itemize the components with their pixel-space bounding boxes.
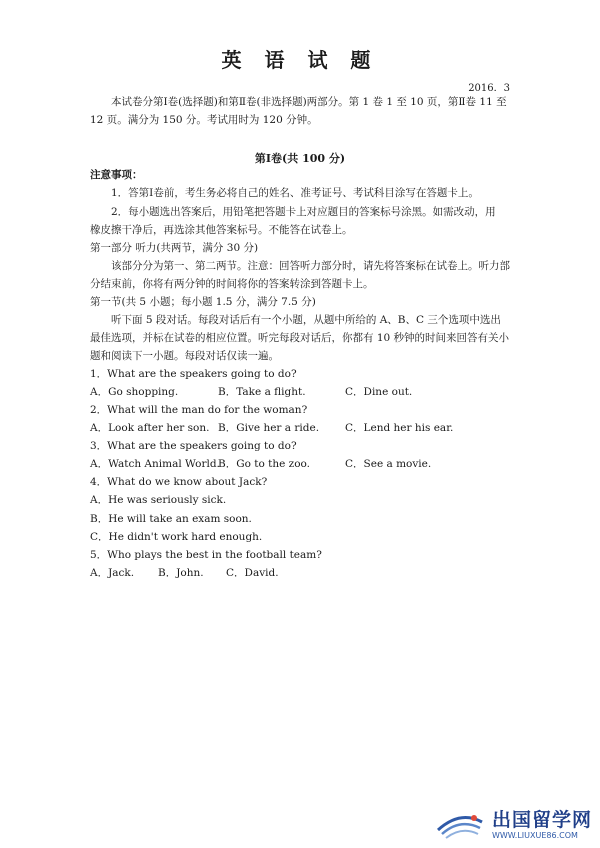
watermark-site-name: 出国留学网 bbox=[491, 809, 592, 831]
watermark-logo bbox=[434, 808, 592, 842]
question-3-option-c: C．See a movie. bbox=[345, 458, 432, 470]
question-3-option-a: A．Watch Animal World. bbox=[90, 458, 220, 470]
question-3: 3．What are the speakers going to do? bbox=[90, 440, 297, 452]
question-4: 4．What do we know about Jack? bbox=[90, 476, 268, 488]
notice-item-2: 2．每小题选出答案后，用铅笔把答题卡上对应题目的答案标号涂黑。如需改动，用 橡皮擦干净后，再选涂其他答案标号。不能答在试卷上。 bbox=[90, 206, 517, 236]
question-5-option-a: A．Jack. bbox=[90, 567, 135, 579]
intro-paragraph: 本试卷分第Ⅰ卷(选择题)和第Ⅱ卷(非选择题)两部分。第 1 卷 1 至 10 页，第Ⅱ卷 11 至 12 页。满分为 150 分。考试用时为 120 分钟。 bbox=[90, 96, 507, 126]
question-1: 1．What are the speakers going to do? bbox=[90, 368, 297, 380]
question-5: 5．Who plays the best in the football team? bbox=[90, 549, 322, 561]
question-5-option-b: B．John. bbox=[158, 567, 204, 579]
notice-item-1: 1．答第Ⅰ卷前，考生务必将自己的姓名、准考证号、考试科目涂写在答题卡上。 bbox=[111, 187, 479, 199]
question-5-option-c: C．David. bbox=[226, 567, 279, 579]
question-2-option-a: A．Look after her son. bbox=[90, 422, 210, 434]
question-4-option-b: B．He will take an exam soon. bbox=[90, 513, 252, 525]
notice-title: 注意事项： bbox=[90, 169, 143, 181]
question-2-option-c: C．Lend her his ear. bbox=[345, 422, 454, 434]
question-1-option-c: C．Dine out. bbox=[345, 386, 413, 398]
globe-wing-icon bbox=[434, 808, 486, 842]
question-1-option-a: A．Go shopping. bbox=[90, 386, 179, 398]
question-2: 2．What will the man do for the woman? bbox=[90, 404, 308, 416]
subsection-description: 听下面 5 段对话。每段对话后有一个小题，从题中所给的 A、B、C 三个选项中选出最佳选项，并标在试卷的相应位置。听完每段对话后，你都有 10 秒钟的时间来回答有关小题和阅读下一小题。每段对话仅读一遍。 bbox=[90, 314, 510, 362]
page-title: 英 语 试 题 bbox=[221, 48, 379, 72]
part1-title: 第一部分 听力(共两节，满分 30 分) bbox=[90, 242, 259, 254]
exam-date: 2016．3 bbox=[468, 83, 510, 94]
question-2-option-b: B．Give her a ride. bbox=[218, 422, 320, 434]
section-title: 第Ⅰ卷(共 100 分) bbox=[254, 152, 346, 165]
question-3-option-b: B．Go to the zoo. bbox=[218, 458, 311, 470]
question-1-option-b: B．Take a flight. bbox=[218, 386, 306, 398]
subsection-title: 第一节(共 5 小题；每小题 1.5 分，满分 7.5 分) bbox=[90, 296, 316, 308]
part1-description: 该部分分为第一、第二两节。注意：回答听力部分时，请先将答案标在试卷上。听力部分结束前，你将有两分钟的时间将你的答案转涂到答题卡上。 bbox=[90, 260, 510, 290]
watermark-url: WWW.LIUXUE86.COM bbox=[491, 831, 578, 840]
question-4-option-a: A．He was seriously sick. bbox=[90, 494, 227, 506]
question-4-option-c: C．He didn't work hard enough. bbox=[90, 531, 263, 543]
